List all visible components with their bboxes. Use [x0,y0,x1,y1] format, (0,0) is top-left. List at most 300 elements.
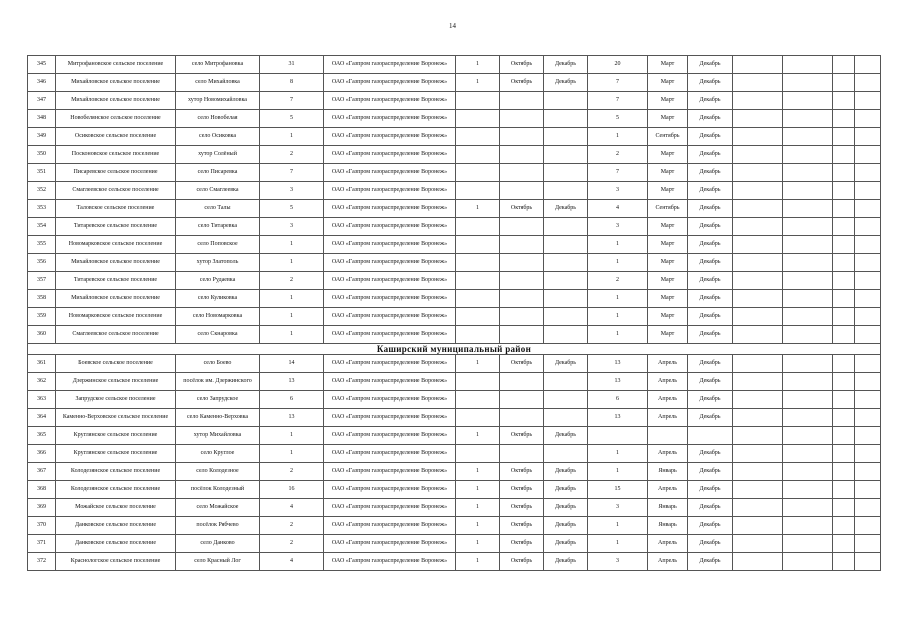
organization-cell: ОАО «Газпром газораспределение Воронеж» [324,445,456,463]
settlement-cell: Можайское сельское поселение [56,499,176,517]
start-month-cell [500,92,544,110]
empty-cell [855,146,881,164]
empty-cell [783,326,833,344]
count-cell: 1 [260,326,324,344]
settlement-cell: Осиковское сельское поселение [56,128,176,146]
month-from-cell: Март [648,290,688,308]
end-month-cell [544,308,588,326]
table-row [28,445,881,463]
value-cell: 13 [588,373,648,391]
month-to-cell: Декабрь [688,499,733,517]
count-cell: 4 [260,499,324,517]
empty-cell [855,254,881,272]
empty-cell [833,146,855,164]
settlement-cell: Данковское сельское поселение [56,535,176,553]
empty-cell [855,373,881,391]
organization-cell: ОАО «Газпром газораспределение Воронеж» [324,128,456,146]
locality-cell: село Красный Лог [176,553,260,571]
settlement-cell: Дзержинское сельское поселение [56,373,176,391]
organization-cell: ОАО «Газпром газораспределение Воронеж» [324,74,456,92]
count-cell: 8 [260,74,324,92]
count-cell: 5 [260,200,324,218]
month-from-cell: Апрель [648,391,688,409]
quantity-cell [456,110,500,128]
empty-cell [855,92,881,110]
locality-cell: село Данково [176,535,260,553]
value-cell: 1 [588,535,648,553]
end-month-cell: Декабрь [544,481,588,499]
locality-cell: село Колодезное [176,463,260,481]
table-row [28,128,881,146]
table-row [28,236,881,254]
row-number: 358 [28,290,56,308]
end-month-cell: Декабрь [544,463,588,481]
organization-cell: ОАО «Газпром газораспределение Воронеж» [324,481,456,499]
empty-cell [833,535,855,553]
empty-cell [833,308,855,326]
row-number: 355 [28,236,56,254]
month-to-cell: Декабрь [688,553,733,571]
table-row [28,463,881,481]
value-cell: 3 [588,218,648,236]
month-from-cell: Апрель [648,445,688,463]
value-cell: 6 [588,391,648,409]
quantity-cell: 1 [456,517,500,535]
organization-cell: ОАО «Газпром газораспределение Воронеж» [324,146,456,164]
empty-cell [833,326,855,344]
row-number: 354 [28,218,56,236]
empty-cell [733,254,783,272]
value-cell: 1 [588,254,648,272]
organization-cell: ОАО «Газпром газораспределение Воронеж» [324,56,456,74]
empty-cell [833,92,855,110]
table-row [28,110,881,128]
start-month-cell [500,373,544,391]
month-from-cell: Март [648,92,688,110]
empty-cell [783,427,833,445]
month-to-cell: Декабрь [688,445,733,463]
organization-cell: ОАО «Газпром газораспределение Воронеж» [324,355,456,373]
locality-cell: село Титаревка [176,218,260,236]
month-to-cell: Декабрь [688,355,733,373]
count-cell: 31 [260,56,324,74]
table-row [28,373,881,391]
locality-cell: село Талы [176,200,260,218]
value-cell: 13 [588,409,648,427]
table-row [28,254,881,272]
organization-cell: ОАО «Газпром газораспределение Воронеж» [324,236,456,254]
empty-cell [833,409,855,427]
start-month-cell: Октябрь [500,481,544,499]
empty-cell [783,517,833,535]
empty-cell [733,373,783,391]
table-row [28,200,881,218]
organization-cell: ОАО «Газпром газораспределение Воронеж» [324,200,456,218]
locality-cell: село Рудаевка [176,272,260,290]
end-month-cell: Декабрь [544,355,588,373]
table-row [28,481,881,499]
month-to-cell: Декабрь [688,218,733,236]
table-row [28,218,881,236]
start-month-cell [500,164,544,182]
empty-cell [783,481,833,499]
quantity-cell: 1 [456,499,500,517]
month-from-cell: Январь [648,499,688,517]
table-row [28,535,881,553]
settlement-cell: Смаглеевское сельское поселение [56,182,176,200]
empty-cell [833,254,855,272]
empty-cell [733,535,783,553]
locality-cell: село Скнаровка [176,326,260,344]
month-from-cell: Март [648,254,688,272]
quantity-cell: 1 [456,427,500,445]
count-cell: 1 [260,427,324,445]
start-month-cell [500,409,544,427]
empty-cell [733,427,783,445]
organization-cell: ОАО «Газпром газораспределение Воронеж» [324,517,456,535]
organization-cell: ОАО «Газпром газораспределение Воронеж» [324,535,456,553]
organization-cell: ОАО «Газпром газораспределение Воронеж» [324,326,456,344]
empty-cell [783,110,833,128]
empty-cell [783,218,833,236]
empty-cell [783,92,833,110]
empty-cell [833,481,855,499]
quantity-cell [456,236,500,254]
page-number: 14 [449,22,456,30]
row-number: 348 [28,110,56,128]
row-number: 352 [28,182,56,200]
month-to-cell: Декабрь [688,164,733,182]
empty-cell [855,272,881,290]
empty-cell [783,499,833,517]
settlement-cell: Михайловское сельское поселение [56,254,176,272]
locality-cell: хутор Златополь [176,254,260,272]
organization-cell: ОАО «Газпром газораспределение Воронеж» [324,92,456,110]
empty-cell [833,553,855,571]
empty-cell [783,128,833,146]
empty-cell [833,74,855,92]
count-cell: 1 [260,445,324,463]
quantity-cell [456,391,500,409]
end-month-cell [544,272,588,290]
quantity-cell: 1 [456,200,500,218]
empty-cell [783,445,833,463]
settlement-cell: Писаревское сельское поселение [56,164,176,182]
start-month-cell: Октябрь [500,427,544,445]
start-month-cell: Октябрь [500,463,544,481]
value-cell: 1 [588,463,648,481]
settlement-cell: Новобелянское сельское поселение [56,110,176,128]
row-number: 368 [28,481,56,499]
organization-cell: ОАО «Газпром газораспределение Воронеж» [324,373,456,391]
empty-cell [783,146,833,164]
locality-cell: село Запрудское [176,391,260,409]
month-to-cell: Декабрь [688,182,733,200]
row-number: 367 [28,463,56,481]
count-cell: 13 [260,373,324,391]
empty-cell [783,56,833,74]
empty-cell [783,553,833,571]
row-number: 365 [28,427,56,445]
empty-cell [733,391,783,409]
month-from-cell: Апрель [648,553,688,571]
organization-cell: ОАО «Газпром газораспределение Воронеж» [324,427,456,445]
end-month-cell [544,326,588,344]
start-month-cell: Октябрь [500,56,544,74]
month-from-cell: Апрель [648,409,688,427]
empty-cell [733,481,783,499]
start-month-cell: Октябрь [500,74,544,92]
settlement-cell: Боевское сельское поселение [56,355,176,373]
table-body-lower [28,355,881,571]
settlement-cell: Колодезянское сельское поселение [56,481,176,499]
empty-cell [733,146,783,164]
end-month-cell: Декабрь [544,517,588,535]
month-to-cell: Декабрь [688,290,733,308]
table-row [28,308,881,326]
value-cell: 4 [588,200,648,218]
end-month-cell [544,254,588,272]
locality-cell: посёлок Рябчево [176,517,260,535]
value-cell: 3 [588,553,648,571]
settlement-cell: Посконовское сельское поселение [56,146,176,164]
settlement-cell: Михайловское сельское поселение [56,74,176,92]
start-month-cell: Октябрь [500,355,544,373]
table-row [28,290,881,308]
quantity-cell: 1 [456,355,500,373]
end-month-cell: Декабрь [544,427,588,445]
month-to-cell: Декабрь [688,373,733,391]
start-month-cell: Октябрь [500,553,544,571]
empty-cell [733,110,783,128]
settlement-cell: Смаглеевское сельское поселение [56,326,176,344]
locality-cell: село Осиковка [176,128,260,146]
empty-cell [783,200,833,218]
quantity-cell: 1 [456,74,500,92]
empty-cell [833,355,855,373]
quantity-cell: 1 [456,481,500,499]
empty-cell [833,463,855,481]
end-month-cell [544,110,588,128]
count-cell: 7 [260,92,324,110]
month-to-cell [688,427,733,445]
table-row [28,56,881,74]
month-to-cell: Декабрь [688,200,733,218]
settlement-cell: Митрофановское сельское поселение [56,56,176,74]
month-to-cell: Декабрь [688,146,733,164]
data-table [27,55,881,571]
empty-cell [855,74,881,92]
empty-cell [733,74,783,92]
month-from-cell: Январь [648,463,688,481]
locality-cell: село Поповское [176,236,260,254]
month-from-cell: Март [648,146,688,164]
empty-cell [833,56,855,74]
empty-cell [783,164,833,182]
count-cell: 1 [260,254,324,272]
end-month-cell [544,391,588,409]
empty-cell [833,200,855,218]
month-to-cell: Декабрь [688,74,733,92]
table-row [28,391,881,409]
quantity-cell: 1 [456,56,500,74]
empty-cell [855,308,881,326]
start-month-cell [500,326,544,344]
empty-cell [783,463,833,481]
empty-cell [855,182,881,200]
settlement-cell: Круглянское сельское поселение [56,445,176,463]
empty-cell [833,373,855,391]
empty-cell [733,128,783,146]
organization-cell: ОАО «Газпром газораспределение Воронеж» [324,391,456,409]
empty-cell [783,290,833,308]
count-cell: 16 [260,481,324,499]
empty-cell [855,517,881,535]
organization-cell: ОАО «Газпром газораспределение Воронеж» [324,409,456,427]
start-month-cell [500,254,544,272]
count-cell: 5 [260,110,324,128]
month-from-cell: Январь [648,517,688,535]
organization-cell: ОАО «Газпром газораспределение Воронеж» [324,553,456,571]
table-row [28,164,881,182]
quantity-cell [456,308,500,326]
empty-cell [733,164,783,182]
month-from-cell: Апрель [648,355,688,373]
settlement-cell: Круглянское сельское поселение [56,427,176,445]
count-cell: 13 [260,409,324,427]
empty-cell [855,218,881,236]
value-cell: 15 [588,481,648,499]
quantity-cell [456,128,500,146]
count-cell: 7 [260,164,324,182]
empty-cell [783,74,833,92]
count-cell: 2 [260,535,324,553]
count-cell: 2 [260,146,324,164]
count-cell: 2 [260,463,324,481]
value-cell: 2 [588,146,648,164]
month-to-cell: Декабрь [688,391,733,409]
empty-cell [855,56,881,74]
value-cell: 1 [588,128,648,146]
count-cell: 2 [260,272,324,290]
organization-cell: ОАО «Газпром газораспределение Воронеж» [324,110,456,128]
value-cell [588,427,648,445]
value-cell: 7 [588,74,648,92]
month-to-cell: Декабрь [688,409,733,427]
empty-cell [833,236,855,254]
month-from-cell: Апрель [648,481,688,499]
locality-cell: село Боево [176,355,260,373]
quantity-cell [456,164,500,182]
quantity-cell [456,445,500,463]
month-from-cell: Март [648,326,688,344]
locality-cell: село Новомарковка [176,308,260,326]
table-row [28,355,881,373]
empty-cell [855,128,881,146]
empty-cell [855,391,881,409]
start-month-cell: Октябрь [500,535,544,553]
table-row [28,92,881,110]
empty-cell [733,218,783,236]
month-from-cell: Март [648,236,688,254]
value-cell: 1 [588,290,648,308]
organization-cell: ОАО «Газпром газораспределение Воронеж» [324,254,456,272]
month-from-cell: Сентябрь [648,200,688,218]
row-number: 366 [28,445,56,463]
end-month-cell: Декабрь [544,200,588,218]
start-month-cell: Октябрь [500,517,544,535]
empty-cell [833,110,855,128]
row-number: 363 [28,391,56,409]
month-to-cell: Декабрь [688,517,733,535]
row-number: 364 [28,409,56,427]
row-number: 369 [28,499,56,517]
month-to-cell: Декабрь [688,308,733,326]
row-number: 360 [28,326,56,344]
empty-cell [855,499,881,517]
end-month-cell [544,290,588,308]
empty-cell [733,517,783,535]
month-from-cell: Март [648,182,688,200]
value-cell: 3 [588,499,648,517]
value-cell: 5 [588,110,648,128]
quantity-cell: 1 [456,535,500,553]
empty-cell [833,290,855,308]
empty-cell [783,391,833,409]
month-from-cell: Март [648,164,688,182]
month-from-cell: Март [648,272,688,290]
quantity-cell [456,254,500,272]
row-number: 350 [28,146,56,164]
end-month-cell [544,409,588,427]
start-month-cell [500,391,544,409]
quantity-cell [456,409,500,427]
month-to-cell: Декабрь [688,128,733,146]
count-cell: 1 [260,236,324,254]
table-row [28,74,881,92]
row-number: 362 [28,373,56,391]
month-to-cell: Декабрь [688,463,733,481]
month-to-cell: Декабрь [688,326,733,344]
empty-cell [855,553,881,571]
value-cell: 1 [588,308,648,326]
empty-cell [783,272,833,290]
end-month-cell [544,128,588,146]
row-number: 347 [28,92,56,110]
settlement-cell: Новомарковское сельское поселение [56,308,176,326]
count-cell: 3 [260,218,324,236]
table-row [28,409,881,427]
empty-cell [733,290,783,308]
empty-cell [733,308,783,326]
empty-cell [733,182,783,200]
row-number: 345 [28,56,56,74]
settlement-cell: Михайловское сельское поселение [56,92,176,110]
row-number: 357 [28,272,56,290]
table-row [28,326,881,344]
quantity-cell [456,290,500,308]
count-cell: 1 [260,290,324,308]
quantity-cell: 1 [456,463,500,481]
start-month-cell [500,445,544,463]
count-cell: 1 [260,128,324,146]
empty-cell [733,56,783,74]
empty-cell [855,326,881,344]
section-title: Каширский муниципальный район [28,344,881,355]
section-header-row [28,344,881,355]
empty-cell [833,427,855,445]
empty-cell [733,326,783,344]
